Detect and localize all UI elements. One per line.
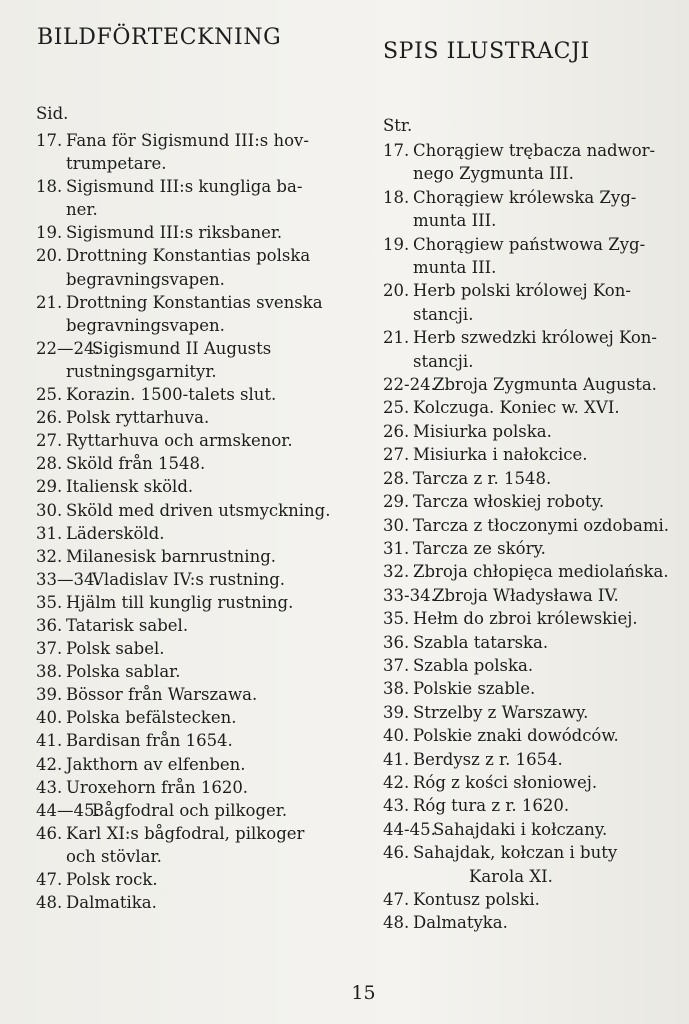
entry-title: Berdysz z r. 1654.: [413, 749, 563, 769]
entry-title: Jakthorn av elfenben.: [66, 754, 246, 774]
list-item: [383, 888, 669, 911]
entry-title: Tarcza z tłoczonymi ozdobami.: [413, 515, 669, 535]
entry-title: Ryttarhuva och armskenor.: [66, 431, 293, 451]
entry-title: Sigismund III:s kungliga ba-: [66, 177, 303, 197]
entry-number: 26.: [383, 421, 410, 441]
entry-number: 48.: [383, 913, 410, 933]
entry-number: 43.: [36, 777, 63, 797]
entry-title: Hjälm till kunglig rustning.: [66, 592, 294, 612]
list-item: [383, 584, 669, 607]
entry-title-continuation: Karola XI.: [469, 866, 553, 886]
entry-title: Italiensk sköld.: [66, 477, 194, 497]
entry-number: 37.: [36, 639, 63, 659]
entry-number: 44-45.: [383, 819, 436, 839]
entry-title: Drottning Konstantias svenska: [66, 292, 323, 312]
entry-title: Hełm do zbroi królewskiej.: [413, 609, 638, 629]
entry-number: 35.: [36, 592, 63, 612]
list-item: [383, 818, 669, 841]
list-item: [36, 383, 331, 406]
list-item: [383, 701, 669, 724]
list-item: [383, 654, 669, 677]
entry-title: Polsk sabel.: [66, 639, 165, 659]
entry-title: Róg z kości słoniowej.: [413, 772, 598, 792]
entry-number: 29.: [36, 477, 63, 497]
entry-title-continuation: nego Zygmunta III.: [413, 164, 574, 184]
list-item: [383, 794, 669, 817]
entry-title-continuation: och stövlar.: [66, 846, 162, 866]
entry-number: 46.: [383, 843, 410, 863]
list-item: [36, 221, 331, 244]
entry-number: 20.: [36, 246, 63, 266]
list-item: [36, 175, 331, 221]
list-item: [36, 429, 331, 452]
entry-title: Bössor från Warszawa.: [66, 685, 258, 705]
entry-title: Dalmatika.: [66, 893, 157, 913]
list-item: [383, 537, 669, 560]
entry-title: Tarcza włoskiej roboty.: [413, 492, 605, 512]
list-item: [383, 771, 669, 794]
entry-number: 25.: [383, 398, 410, 418]
entry-title: Polskie znaki dowódców.: [413, 726, 619, 746]
entry-number: 40.: [383, 726, 410, 746]
entry-title: Bardisan från 1654.: [66, 731, 233, 751]
entry-number: 30.: [36, 500, 63, 520]
list-item: [36, 545, 331, 568]
entry-number: 44—45.: [36, 800, 100, 820]
list-item: [36, 499, 331, 522]
entry-number: 17.: [36, 131, 63, 150]
entry-title-continuation: munta III.: [413, 211, 497, 231]
list-item: [383, 139, 669, 186]
entry-title: Polsk ryttarhuva.: [66, 408, 210, 428]
list-item: [36, 660, 331, 683]
list-item: [36, 753, 331, 776]
polish-illustration-list: [383, 139, 669, 935]
entry-title: Milanesisk barnrustning.: [66, 546, 276, 566]
entry-title: Herb szwedzki królowej Kon-: [413, 328, 657, 348]
list-item: [383, 420, 669, 443]
entry-title: Kolczuga. Koniec w. XVI.: [413, 398, 620, 418]
entry-title: Polskie szable.: [413, 679, 536, 699]
page-number: 15: [351, 982, 376, 1004]
entry-title: Lädersköld.: [66, 523, 165, 543]
swedish-heading: BILDFÖRTECKNING: [37, 24, 282, 50]
entry-title-continuation: begravningsvapen.: [66, 269, 225, 289]
entry-number: 38.: [36, 662, 63, 682]
list-item: [36, 568, 331, 591]
entry-number: 29.: [383, 492, 410, 512]
entry-title: Drottning Konstantias polska: [66, 246, 311, 266]
entry-number: 26.: [36, 408, 63, 428]
entry-number: 41.: [36, 731, 63, 751]
entry-title: Misiurka i nałokcice.: [413, 445, 588, 465]
entry-number: 27.: [36, 431, 63, 451]
entry-title-continuation: trumpetare.: [66, 154, 167, 174]
entry-number: 42.: [383, 772, 410, 792]
list-item: [36, 868, 331, 891]
entry-number: 19.: [36, 223, 63, 243]
entry-title: Chorągiew trębacza nadwor-: [413, 141, 656, 160]
list-item: [36, 891, 331, 914]
entry-number: 30.: [383, 515, 410, 535]
list-item: [383, 490, 669, 513]
list-item: [383, 467, 669, 490]
page-column-label: Str.: [383, 116, 413, 135]
list-item: [36, 406, 331, 429]
list-item: [36, 522, 331, 545]
entry-number: 31.: [383, 538, 410, 558]
list-item: [383, 233, 669, 280]
entry-number: 17.: [383, 141, 410, 160]
entry-title: Korazin. 1500-talets slut.: [66, 385, 277, 405]
entry-number: 21.: [383, 328, 410, 348]
entry-number: 31.: [36, 523, 63, 543]
list-item: [36, 129, 331, 175]
entry-title: Róg tura z r. 1620.: [413, 796, 570, 816]
list-item: [36, 475, 331, 498]
list-item: [383, 631, 669, 654]
entry-number: 41.: [383, 749, 410, 769]
entry-number: 18.: [383, 187, 410, 207]
entry-number: 46.: [36, 823, 63, 843]
entry-title: Sköld från 1548.: [66, 454, 206, 474]
entry-number: 40.: [36, 708, 63, 728]
list-item: [383, 560, 669, 583]
entry-number: 47.: [383, 890, 410, 909]
page-column-label: Sid.: [36, 104, 69, 123]
entry-title: Chorągiew państwowa Zyg-: [413, 234, 646, 254]
entry-number: 47.: [36, 870, 63, 889]
entry-title: Vladislav IV:s rustning.: [92, 569, 286, 589]
entry-title: Dalmatyka.: [413, 913, 508, 933]
list-item: [383, 443, 669, 466]
entry-title: Bågfodral och pilkoger.: [92, 800, 288, 820]
entry-number: 18.: [36, 177, 63, 197]
entry-title: Polska befälstecken.: [66, 708, 237, 728]
entry-number: 19.: [383, 234, 410, 254]
entry-title: Zbroja chłopięca mediolańska.: [413, 562, 669, 582]
entry-number: 22—24.: [36, 338, 100, 358]
entry-number: 36.: [383, 632, 410, 652]
list-item: [383, 279, 669, 326]
entry-title: Uroxehorn från 1620.: [66, 777, 249, 797]
list-item: [36, 729, 331, 752]
entry-title: Sköld med driven utsmyckning.: [66, 500, 331, 520]
entry-title: Tarcza ze skóry.: [413, 538, 546, 558]
list-item: [383, 724, 669, 747]
entry-title-continuation: stancji.: [413, 351, 474, 371]
entry-title: Strzelby z Warszawy.: [413, 702, 589, 722]
entry-number: 39.: [36, 685, 63, 705]
list-item: [383, 911, 669, 934]
list-item: [383, 326, 669, 373]
entry-title: Karl XI:s bågfodral, pilkoger: [66, 823, 305, 843]
entry-title: Sigismund II Augusts: [92, 338, 272, 358]
entry-title-continuation: stancji.: [413, 304, 474, 324]
list-item: [383, 373, 669, 396]
entry-title: Sahajdak, kołczan i buty: [413, 843, 618, 863]
list-item: [383, 514, 669, 537]
entry-title: Fana för Sigismund III:s hov-: [66, 131, 309, 150]
entry-number: 36.: [36, 615, 63, 635]
list-item: [36, 799, 331, 822]
entry-number: 33—34.: [36, 569, 100, 589]
list-item: [36, 337, 331, 383]
entry-title: Tatarisk sabel.: [66, 615, 189, 635]
entry-title: Tarcza z r. 1548.: [413, 468, 552, 488]
entry-number: 43.: [383, 796, 410, 816]
entry-title: Chorągiew królewska Zyg-: [413, 187, 637, 207]
entry-number: 37.: [383, 655, 410, 675]
polish-heading: SPIS ILUSTRACJI: [383, 38, 590, 64]
entry-title: Misiurka polska.: [413, 421, 552, 441]
list-item: [36, 291, 331, 337]
entry-title-continuation: begravningsvapen.: [66, 315, 225, 335]
list-item: [36, 683, 331, 706]
entry-title: Sigismund III:s riksbaner.: [66, 223, 283, 243]
list-item: [383, 748, 669, 771]
list-item: [36, 452, 331, 475]
entry-number: 42.: [36, 754, 63, 774]
entry-title: Herb polski królowej Kon-: [413, 281, 631, 301]
swedish-illustration-list: [36, 129, 331, 914]
entry-title: Sahajdaki i kołczany.: [433, 819, 608, 839]
entry-number: 21.: [36, 292, 63, 312]
entry-number: 28.: [36, 454, 63, 474]
entry-title-continuation: ner.: [66, 200, 98, 220]
list-item: [36, 614, 331, 637]
entry-title-continuation: munta III.: [413, 258, 497, 278]
list-item: [383, 841, 669, 888]
entry-number: 22-24.: [383, 375, 436, 395]
list-item: [36, 244, 331, 290]
entry-number: 38.: [383, 679, 410, 699]
entry-number: 32.: [383, 562, 410, 582]
entry-title: Polsk rock.: [66, 870, 158, 889]
entry-number: 48.: [36, 893, 63, 913]
list-item: [383, 186, 669, 233]
list-item: [36, 822, 331, 868]
entry-title: Zbroja Władysława IV.: [433, 585, 619, 605]
entry-number: 27.: [383, 445, 410, 465]
list-item: [36, 776, 331, 799]
entry-number: 33-34.: [383, 585, 436, 605]
entry-title-continuation: rustningsgarnityr.: [66, 361, 217, 381]
entry-number: 32.: [36, 546, 63, 566]
entry-title: Szabla tatarska.: [413, 632, 549, 652]
entry-number: 25.: [36, 385, 63, 405]
entry-number: 35.: [383, 609, 410, 629]
list-item: [36, 637, 331, 660]
list-item: [383, 396, 669, 419]
list-item: [383, 677, 669, 700]
list-item: [383, 607, 669, 630]
entry-title: Kontusz polski.: [413, 890, 540, 909]
list-item: [36, 591, 331, 614]
entry-title: Zbroja Zygmunta Augusta.: [433, 375, 657, 395]
entry-title: Szabla polska.: [413, 655, 534, 675]
list-item: [36, 706, 331, 729]
entry-number: 20.: [383, 281, 410, 301]
entry-number: 39.: [383, 702, 410, 722]
entry-number: 28.: [383, 468, 410, 488]
entry-title: Polska sablar.: [66, 662, 181, 682]
